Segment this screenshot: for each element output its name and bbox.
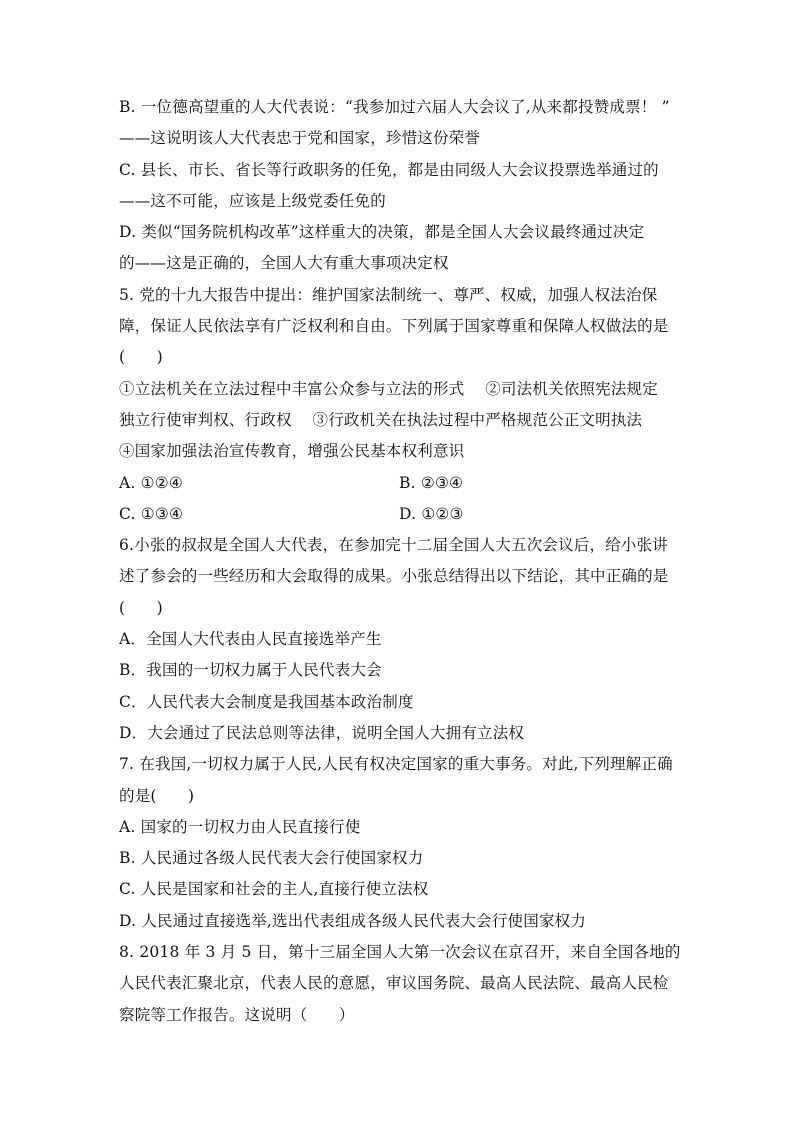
q5-items-line-3: ④国家加强法治宣传教育，增强公民基本权利意识 xyxy=(119,442,465,461)
q5-items-line-1: ①立法机关在立法过程中丰富公众参与立法的形式 ②司法机关依照宪法规定 xyxy=(119,379,658,398)
q5-items-line-2: 独立行使审判权、行政权 ③行政机关在执法过程中严格规范公正文明执法 xyxy=(119,410,643,429)
q5-option-c: C. ①③④ xyxy=(119,504,184,523)
q6-option-c: C．人民代表大会制度是我国基本政治制度 xyxy=(119,692,414,711)
q8-stem-line-2: 人民代表汇聚北京，代表人民的意愿，审议国务院、最高人民法院、最高人民检 xyxy=(119,974,669,993)
q6-option-b: B．我国的一切权力属于人民代表大会 xyxy=(119,661,382,680)
q7-option-c: C. 人民是国家和社会的主人,直接行使立法权 xyxy=(119,880,429,899)
q6-answer-bracket: ( ) xyxy=(119,598,163,617)
q7-stem-line-2: 的是( ) xyxy=(119,786,195,805)
q5-stem-line-1: 5. 党的十九大报告中提出：维护国家法制统一、尊严、权威，加强人权法治保 xyxy=(119,285,658,304)
q6-stem-line-2: 述了参会的一些经历和大会取得的成果。小张总结得出以下结论，其中正确的是 xyxy=(119,567,669,586)
q7-option-d: D. 人民通过直接选举,选出代表组成各级人民代表大会行使国家权力 xyxy=(119,911,587,930)
question-6 xyxy=(119,530,679,749)
q5-option-d: D. ①②③ xyxy=(399,504,464,523)
q5-answer-bracket: ( ) xyxy=(119,348,163,367)
q8-stem-line-1: 8. 2018 年 3 月 5 日，第十三届全国人大第一次会议在京召开，来自全国各地的 xyxy=(119,943,681,962)
q7-option-b: B. 人民通过各级人民代表大会行使国家权力 xyxy=(119,849,424,868)
q5-stem-line-2: 障，保证人民依法享有广泛权利和自由。下列属于国家尊重和保障人权做法的是 xyxy=(119,317,669,336)
q5-option-b: B. ②③④ xyxy=(399,473,464,492)
q4-option-b-line-1: B. 一位德高望重的人大代表说：“我参加过六届人大会议了,从来都投赞成票！ ” xyxy=(119,98,670,116)
q4-option-d-line-1: D. 类似“国务院机构改革”这样重大的决策，都是全国人大会议最终通过决定 xyxy=(119,223,645,242)
q7-option-a: A. 国家的一切权力由人民直接行使 xyxy=(119,817,361,836)
q4-option-c-line-2: ——这不可能，应该是上级党委任免的 xyxy=(119,191,386,210)
q4-option-b-line-2: ——这说明该人大代表忠于党和国家，珍惜这份荣誉 xyxy=(119,129,481,148)
q4-option-c-line-1: C. 县长、市长、省长等行政职务的任免，都是由同级人大会议投票选举通过的 xyxy=(119,160,659,179)
question-8 xyxy=(119,937,679,1031)
q7-stem-line-1: 7. 在我国,一切权力属于人民,人民有权决定国家的重大事务。对此,下列理解正确 xyxy=(119,755,673,774)
q5-option-a: A. ①②④ xyxy=(119,473,183,492)
question-4-options xyxy=(119,92,679,280)
q4-option-d-line-2: 的——这是正确的，全国人大有重大事项决定权 xyxy=(119,254,449,273)
q6-option-d: D．大会通过了民法总则等法律，说明全国人大拥有立法权 xyxy=(119,723,525,742)
question-7 xyxy=(119,749,679,937)
q5-options-row-1 xyxy=(119,468,679,499)
q8-stem-line-3: 察院等工作报告。这说明（ ） xyxy=(119,1005,355,1024)
question-5 xyxy=(119,280,679,530)
q5-options-row-2 xyxy=(119,499,679,530)
q6-option-a: A．全国人大代表由人民直接选举产生 xyxy=(119,630,382,649)
q6-stem-line-1: 6.小张的叔叔是全国人大代表，在参加完十二届全国人大五次会议后，给小张讲 xyxy=(119,536,668,555)
document-page xyxy=(119,92,679,1031)
